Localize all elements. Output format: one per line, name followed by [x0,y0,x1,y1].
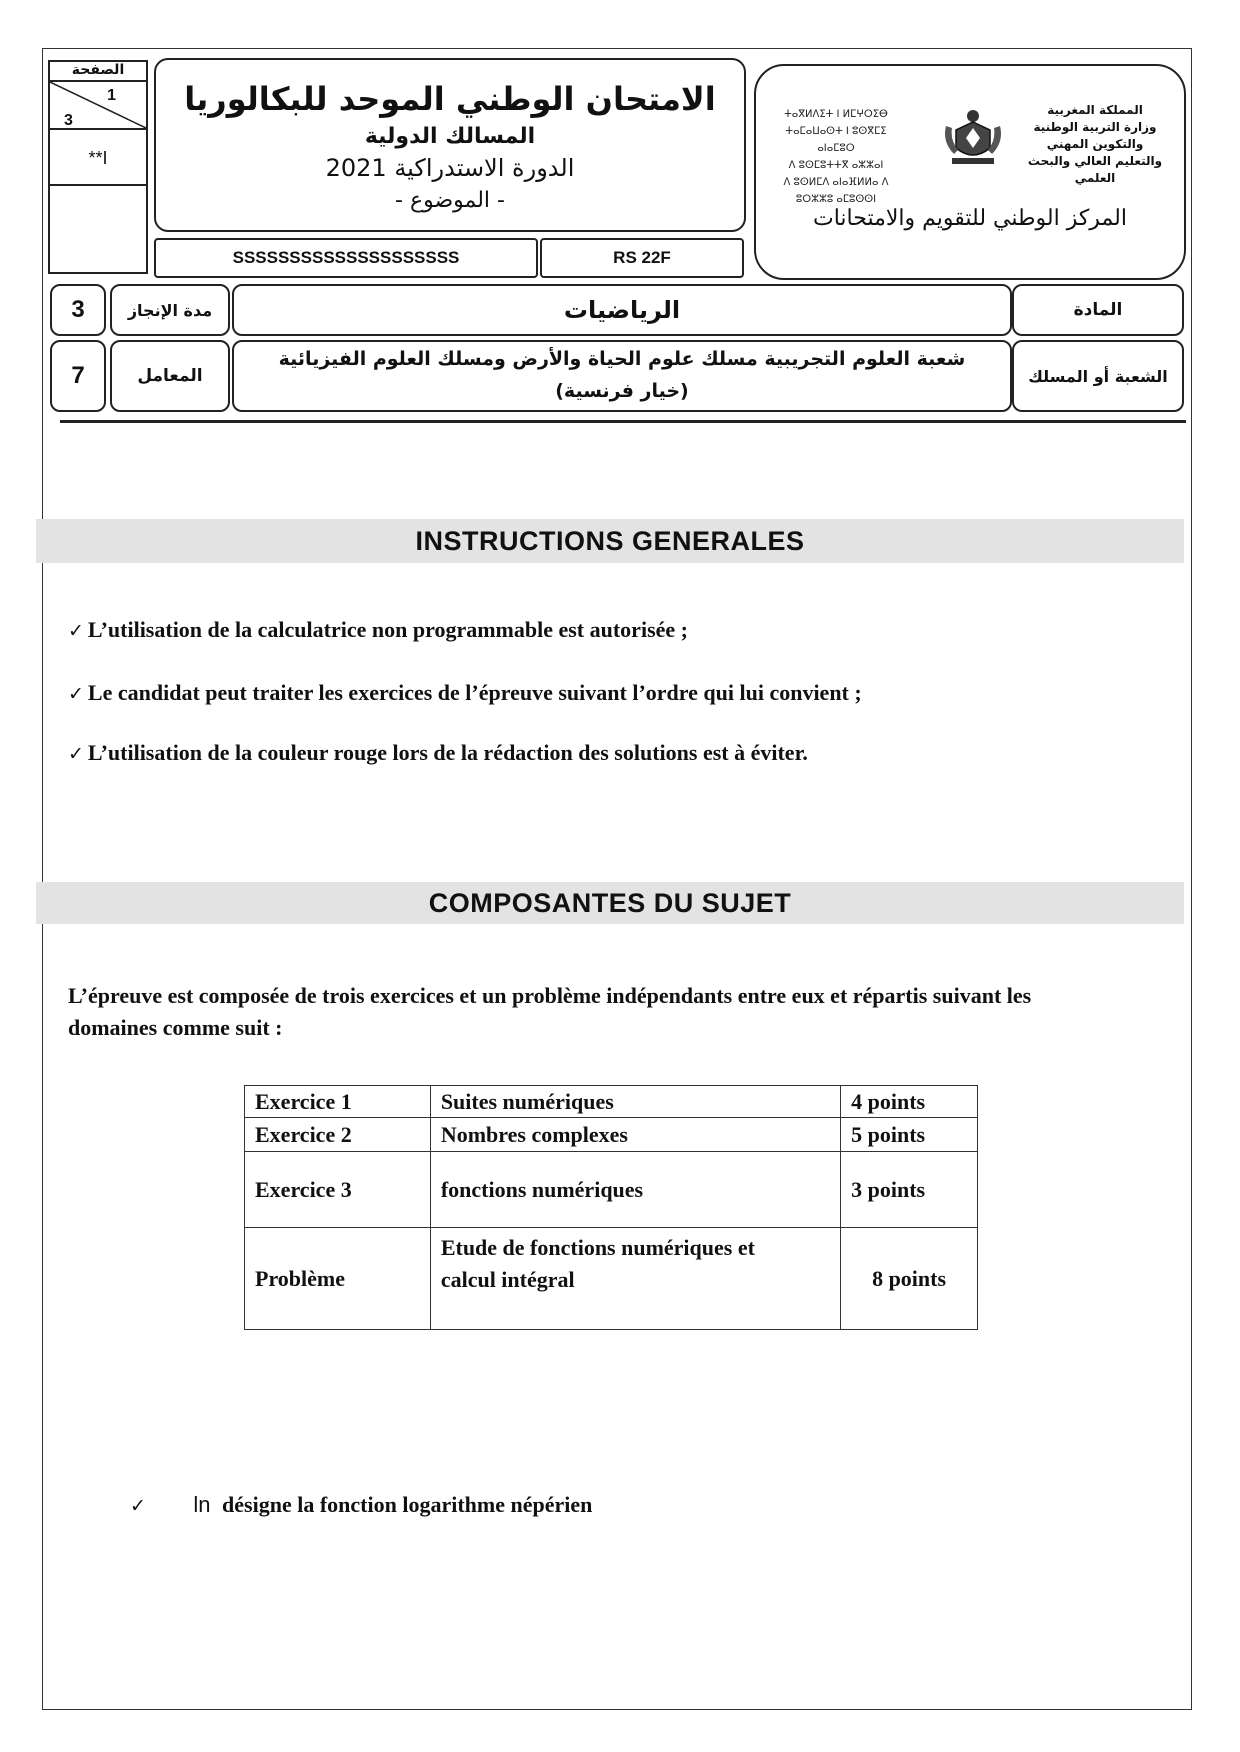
exercise-name: Problème [245,1228,431,1330]
code-left-box [154,238,538,278]
subject-value: الرياضيات [563,296,681,324]
subject-value-box [232,284,1012,336]
exercise-domain: Etude de fonctions numériques et calcul intégral [430,1228,840,1330]
page-mark: **I [88,148,108,168]
exercise-points: 4 points [841,1086,978,1118]
duration-label-box [110,284,230,336]
composition-heading: COMPOSANTES DU SUJET [36,882,1184,924]
page-total: 3 [64,112,73,129]
exam-part: - الموضوع - [395,188,505,213]
coef-label-box [110,340,230,412]
exam-track: المسالك الدولية [364,124,536,149]
coef-label: المعامل [137,366,203,386]
page-label: الصفحة [50,62,146,82]
subject-label-box [1012,284,1184,336]
instruction-item-2: ✓ Le candidat peut traiter les exercices de l’épreuve suivant l’ordre qui lui convient ; [68,680,862,705]
exercise-domain: fonctions numériques [430,1152,840,1228]
ministry-tifinagh: ⵜⴰⴳⵍⴷⵉⵜ ⵏ ⵍⵎⵖⵔⵉⴱ ⵜⴰⵎⴰⵡⴰⵙⵜ ⵏ ⵓⵙⴳⵎⵉ ⴰⵏⴰⵎⵓⵔ ⴷ ⵓⵙⵎⵓⵜⵜⴳ ⴰⵣⵣⴰⵏ ⴷ ⵓⵙⵍⵎⴷ ⴰⵏⴰⴼⵍⵍⴰ ⴷ ⵓⵔⵣⵣⵓ ⴰⵎⵓⵙⵙⵏ [783,109,889,205]
subject-label: المادة [1073,300,1123,320]
ln-note [130,1492,592,1518]
exercise-points: 8 points [841,1228,978,1330]
exercise-name: Exercice 1 [245,1086,431,1118]
table-row [245,1228,978,1330]
header-rule [60,420,1186,423]
ln-text: désigne la fonction logarithme népérien [222,1492,593,1517]
branch-value-box [232,340,1012,412]
branch-value-line1: شعبة العلوم التجريبية مسلك علوم الحياة والأرض ومسلك العلوم الفيزيائية [278,348,966,370]
branch-label-box [1012,340,1184,412]
center-name: المركز الوطني للتقويم والامتحانات [813,206,1127,231]
ln-symbol: ln [193,1492,211,1517]
check-icon: ✓ [68,683,84,705]
duration-value: 3 [71,296,85,323]
exam-title: الامتحان الوطني الموحد للبكالوريا [184,80,716,118]
ministry-box [754,64,1186,280]
code-left: SSSSSSSSSSSSSSSSSSSS [232,248,460,267]
code-right-box [540,238,744,278]
exercise-name: Exercice 3 [245,1152,431,1228]
coef-value: 7 [71,362,85,389]
code-right: RS 22F [613,248,671,267]
exercise-name: Exercice 2 [245,1118,431,1152]
domains-table [244,1085,978,1330]
exercise-points: 5 points [841,1118,978,1152]
table-row [245,1086,978,1118]
branch-label: الشعبة أو المسلك [1028,366,1168,386]
coef-value-box [50,340,106,412]
composition-intro: L’épreuve est composée de trois exercices et un problème indépendants entre eux et répartis suivant les domaines comme suit : [68,983,1032,1040]
table-row [245,1152,978,1228]
branch-value-line2: (خيار فرنسية) [555,380,689,402]
table-row [245,1118,978,1152]
page-number: 1 [107,87,116,104]
duration-value-box [50,284,106,336]
instruction-item-3: ✓ L’utilisation de la couleur rouge lors de la rédaction des solutions est à éviter. [68,740,808,765]
kingdom-emblem-icon [940,106,1006,168]
check-icon: ✓ [68,743,84,765]
exercise-domain: Nombres complexes [430,1118,840,1152]
exercise-points: 3 points [841,1152,978,1228]
instruction-item-1: ✓ L’utilisation de la calculatrice non programmable est autorisée ; [68,617,688,642]
duration-label: مدة الإنجاز [127,300,213,320]
exercise-domain: Suites numériques [430,1086,840,1118]
exam-session: الدورة الاستدراكية 2021 [325,154,575,182]
page-number-box [48,60,148,274]
ministry-arabic: المملكة المغربية وزارة التربية الوطنية والتكوين المهني والتعليم العالي والبحث العلمي [1027,103,1163,185]
check-icon: ✓ [68,620,84,642]
instructions-heading: INSTRUCTIONS GENERALES [36,519,1184,563]
exam-title-box [154,58,746,232]
check-icon: ✓ [130,1495,146,1517]
